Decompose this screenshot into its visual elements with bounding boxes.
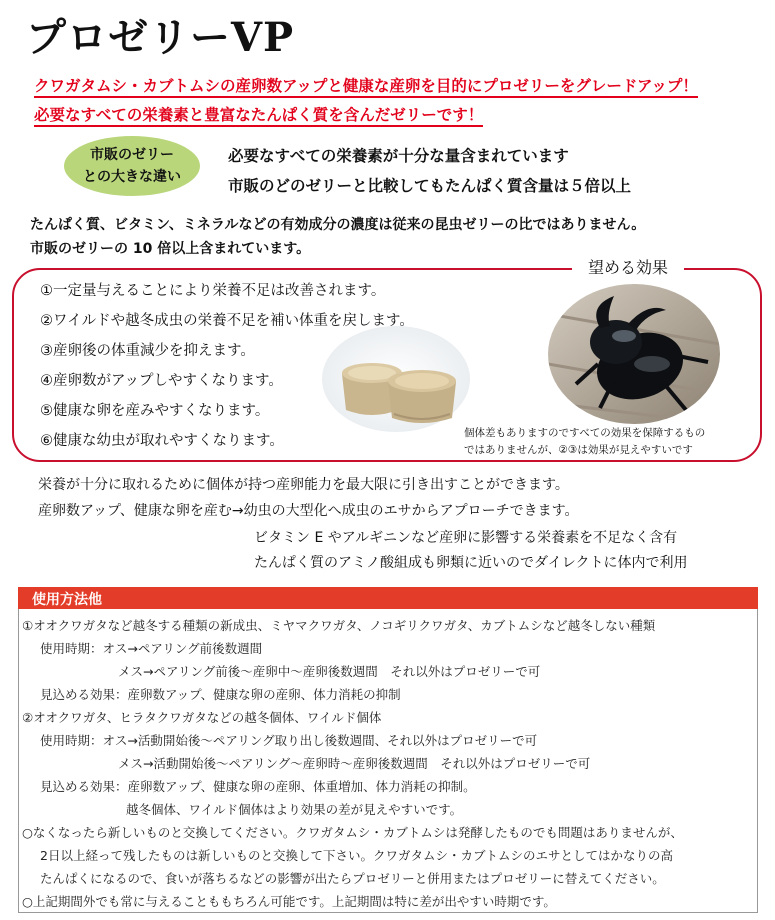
effects-note-line-2: ではありませんが、②③は効果が見えやすいです bbox=[464, 444, 693, 456]
usage-line: ①オオクワガタなど越冬する種類の新成虫、ミヤマクワガタ、ノコギリクワガタ、カブトムシなど越冬しない種類 bbox=[22, 618, 656, 633]
usage-line: 見込める効果：産卵数アップ、健康な卵の産卵、体力消耗の抑制 bbox=[40, 687, 401, 702]
effects-title: 望める効果 bbox=[572, 255, 684, 278]
usage-line: ○なくなったら新しいものと交換してください。クワガタムシ・カブトムシは発酵したものでも問題はありませんが、 bbox=[22, 825, 683, 840]
usage-line: 使用時期：オス→活動開始後～ペアリング取り出し後数週間、それ以外はプロゼリーで可 bbox=[40, 733, 538, 748]
nutrition-line-3: ビタミン E やアルギニンなど産卵に影響する栄養素を不足なく含有 bbox=[254, 530, 678, 546]
usage-line: メス→活動開始後～ペアリング～産卵時～産卵後数週間 それ以外はプロゼリーで可 bbox=[118, 756, 591, 771]
usage-line: 越冬個体、ワイルド個体はより効果の差が見えやすいです。 bbox=[126, 802, 463, 817]
claim-line-2: 市販のどのゼリーと比較してもたんぱく質含量は５倍以上 bbox=[228, 177, 632, 195]
nutrition-line-1: 栄養が十分に取れるために個体が持つ産卵能力を最大限に引き出すことができます。 bbox=[38, 477, 569, 493]
effects-note-line-1: 個体差もありますのですべての効果を保障するもの bbox=[464, 427, 706, 439]
usage-line: 使用時期：オス→ペアリング前後数週間 bbox=[40, 641, 263, 656]
usage-line: メス→ペアリング前後～産卵中～産卵後数週間 それ以外はプロゼリーで可 bbox=[118, 664, 541, 679]
headline-line-2: 必要なすべての栄養素と豊富なたんぱく質を含んだゼリーです！ bbox=[34, 103, 483, 125]
effect-item: ②ワイルドや越冬成虫の栄養不足を補い体重を戻します。 bbox=[40, 313, 414, 329]
stag-beetle-photo bbox=[548, 284, 720, 424]
comparison-badge bbox=[64, 136, 200, 196]
usage-line: ②オオクワガタ、ヒラタクワガタなどの越冬個体、ワイルド個体 bbox=[22, 710, 382, 725]
effect-item: ⑤健康な卵を産みやすくなります。 bbox=[40, 403, 270, 419]
usage-line: たんぱくになるので、食いが落ちるなどの影響が出たらプロゼリーと併用またはプロゼリーに替えてください。 bbox=[40, 871, 665, 886]
page-title: プロゼリーVP bbox=[26, 14, 295, 61]
jelly-cups-photo bbox=[322, 326, 470, 432]
usage-line: 2日以上経って残したものは新しいものと交換して下さい。クワガタムシ・カブトムシのエサとしてはかなりの高 bbox=[40, 848, 673, 863]
usage-line: 見込める効果：産卵数アップ、健康な卵の産卵、体重増加、体力消耗の抑制。 bbox=[40, 779, 476, 794]
effect-item: ⑥健康な幼虫が取れやすくなります。 bbox=[40, 433, 284, 449]
nutrition-line-2: 産卵数アップ、健康な卵を産む→幼虫の大型化へ成虫のエサからアプローチできます。 bbox=[38, 503, 579, 519]
usage-header: 使用方法他 bbox=[18, 587, 758, 609]
effect-item: ④産卵数がアップしやすくなります。 bbox=[40, 373, 283, 389]
nutrition-line-4: たんぱく質のアミノ酸組成も卵類に近いのでダイレクトに体内で利用 bbox=[254, 555, 688, 571]
badge-line-1: 市販のゼリー bbox=[90, 147, 174, 163]
badge-line-2: との大きな違い bbox=[83, 169, 181, 185]
effect-item: ③産卵後の体重減少を抑えます。 bbox=[40, 343, 255, 359]
concentration-line-1: たんぱく質、ビタミン、ミネラルなどの有効成分の濃度は従来の昆虫ゼリーの比ではありません。 bbox=[30, 217, 646, 233]
claim-line-1: 必要なすべての栄養素が十分な量含まれています bbox=[228, 147, 569, 165]
concentration-line-2: 市販のゼリーの 10 倍以上含まれています。 bbox=[30, 241, 311, 257]
usage-line: ○上記期間外でも常に与えることももちろん可能です。上記期間は特に差が出やすい時期です。 bbox=[22, 894, 556, 909]
headline-line-1: クワガタムシ・カブトムシの産卵数アップと健康な産卵を目的にプロゼリーをグレードアップ！ bbox=[34, 74, 698, 96]
effect-item: ①一定量与えることにより栄養不足は改善されます。 bbox=[40, 283, 386, 299]
